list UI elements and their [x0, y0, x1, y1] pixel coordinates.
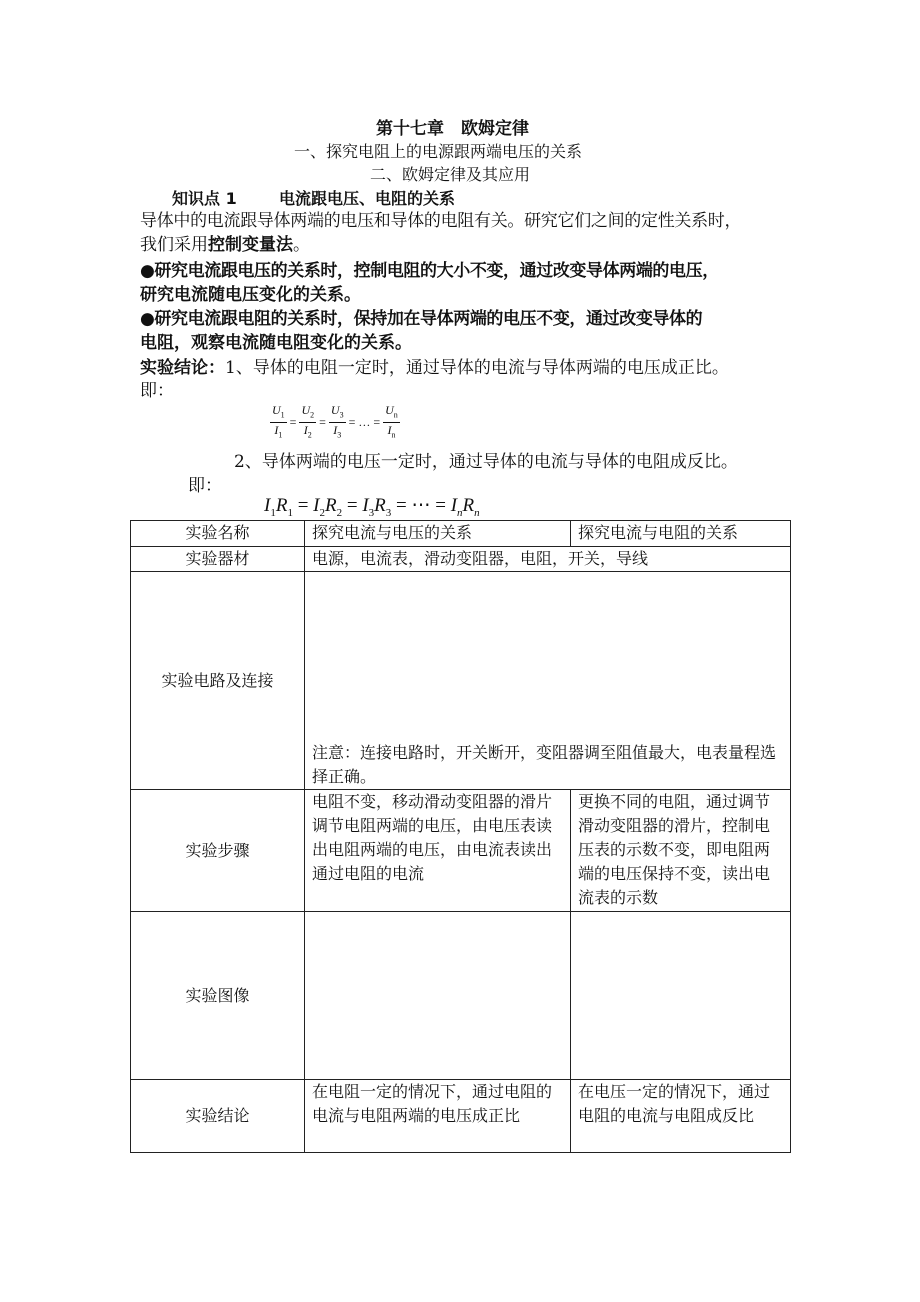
conclusion-item-1: 1、导体的电阻一定时，通过导体的电流与导体两端的电压成正比。	[225, 358, 729, 378]
fraction-un-in: $\frac{U_n}{I_n}$	[385, 403, 398, 440]
circuit-label: 实验电路及连接	[131, 572, 305, 790]
conclusion-row-label: 实验结论	[131, 1080, 305, 1153]
control-variable-method: 控制变量法	[208, 235, 293, 255]
conclusion-line-1	[140, 356, 729, 380]
table-row-steps	[131, 790, 791, 912]
image-label: 实验图像	[131, 912, 305, 1080]
formula-ratio: $\frac{U_1}{I_1}$ = $\frac{U_2}{I_2}$ = $\frac{U_3}{I_3}$ = … = $\frac{U_n}{I_n}$	[268, 403, 402, 443]
image-voltage-cell	[305, 912, 571, 1080]
header-current-voltage: 探究电流与电压的关系	[305, 521, 571, 547]
equipment-label: 实验器材	[131, 547, 305, 572]
header-current-resistance: 探究电流与电阻的关系	[571, 521, 791, 547]
intro-line-2-suffix: 。	[293, 235, 310, 255]
equipment-value: 电源，电流表，滑动变阻器，电阻，开关，导线	[305, 547, 791, 572]
steps-label: 实验步骤	[131, 790, 305, 912]
conclusion-voltage: 在电阻一定的情况下，通过电阻的电流与电阻两端的电压成正比	[305, 1080, 571, 1153]
steps-voltage: 电阻不变，移动滑动变阻器的滑片调节电阻两端的电压，由电压表读出电阻两端的电压，由电流表读出通过电阻的电流	[305, 790, 571, 912]
knowledge-point-label: 知识点 1	[172, 189, 237, 208]
table-row-image	[131, 912, 791, 1080]
fraction-u3-i3: $\frac{U_3}{I_3}$	[330, 403, 344, 440]
bullet-1-line-1: ●研究电流跟电压的关系时，控制电阻的大小不变，通过改变导体两端的电压，	[140, 261, 719, 281]
bullet-2-line-2: 电阻，观察电流随电阻变化的关系。	[140, 333, 412, 353]
bullet-2-line-1: ●研究电流跟电阻的关系时，保持加在导体两端的电压不变，通过改变导体的	[140, 309, 703, 329]
fraction-u2-i2: $\frac{U_2}{I_2}$	[301, 403, 315, 440]
steps-resistance: 更换不同的电阻，通过调节滑动变阻器的滑片，控制电压表的示数不变，即电阻两端的电压保持不变，读出电流表的示数	[571, 790, 791, 912]
fraction-u1-i1: $\frac{U_1}{I_1}$	[272, 403, 285, 440]
intro-line-1: 导体中的电流跟导体两端的电压和导体的电阻有关。研究它们之间的定性关系时，	[140, 211, 742, 231]
table-row-conclusion	[131, 1080, 791, 1153]
chapter-title: 第十七章 欧姆定律	[376, 119, 529, 139]
conclusion-ji-1: 即：	[140, 381, 174, 401]
table-row-circuit	[131, 572, 791, 790]
table-header-row	[131, 521, 791, 547]
experiment-table	[130, 520, 791, 1153]
conclusion-item-2: 2、导体两端的电压一定时，通过导体的电流与导体的电阻成反比。	[234, 452, 738, 472]
header-experiment-name: 实验名称	[131, 521, 305, 547]
intro-line-2-prefix: 我们采用	[140, 235, 208, 255]
section-1-title: 一、探究电阻上的电源跟两端电压的关系	[294, 142, 583, 161]
intro-line-2	[140, 233, 310, 257]
table-row-equipment	[131, 547, 791, 572]
conclusion-ji-2: 即：	[188, 476, 222, 496]
image-resistance-cell	[571, 912, 791, 1080]
conclusion-resistance: 在电压一定的情况下，通过电阻的电流与电阻成反比	[571, 1080, 791, 1153]
knowledge-point-title: 电流跟电压、电阻的关系	[279, 189, 456, 208]
circuit-note: 注意：连接电路时，开关断开，变阻器调至阻值最大，电表量程选择正确。	[305, 572, 791, 790]
bullet-1-line-2: 研究电流随电压变化的关系。	[140, 285, 361, 305]
formula-product: $I_1R_1 = I_2R_2 = I_3R_3$ = ⋯ = $I_nR_n$	[264, 495, 480, 519]
section-2-title: 二、欧姆定律及其应用	[370, 165, 531, 184]
conclusion-label: 实验结论：	[140, 358, 225, 378]
